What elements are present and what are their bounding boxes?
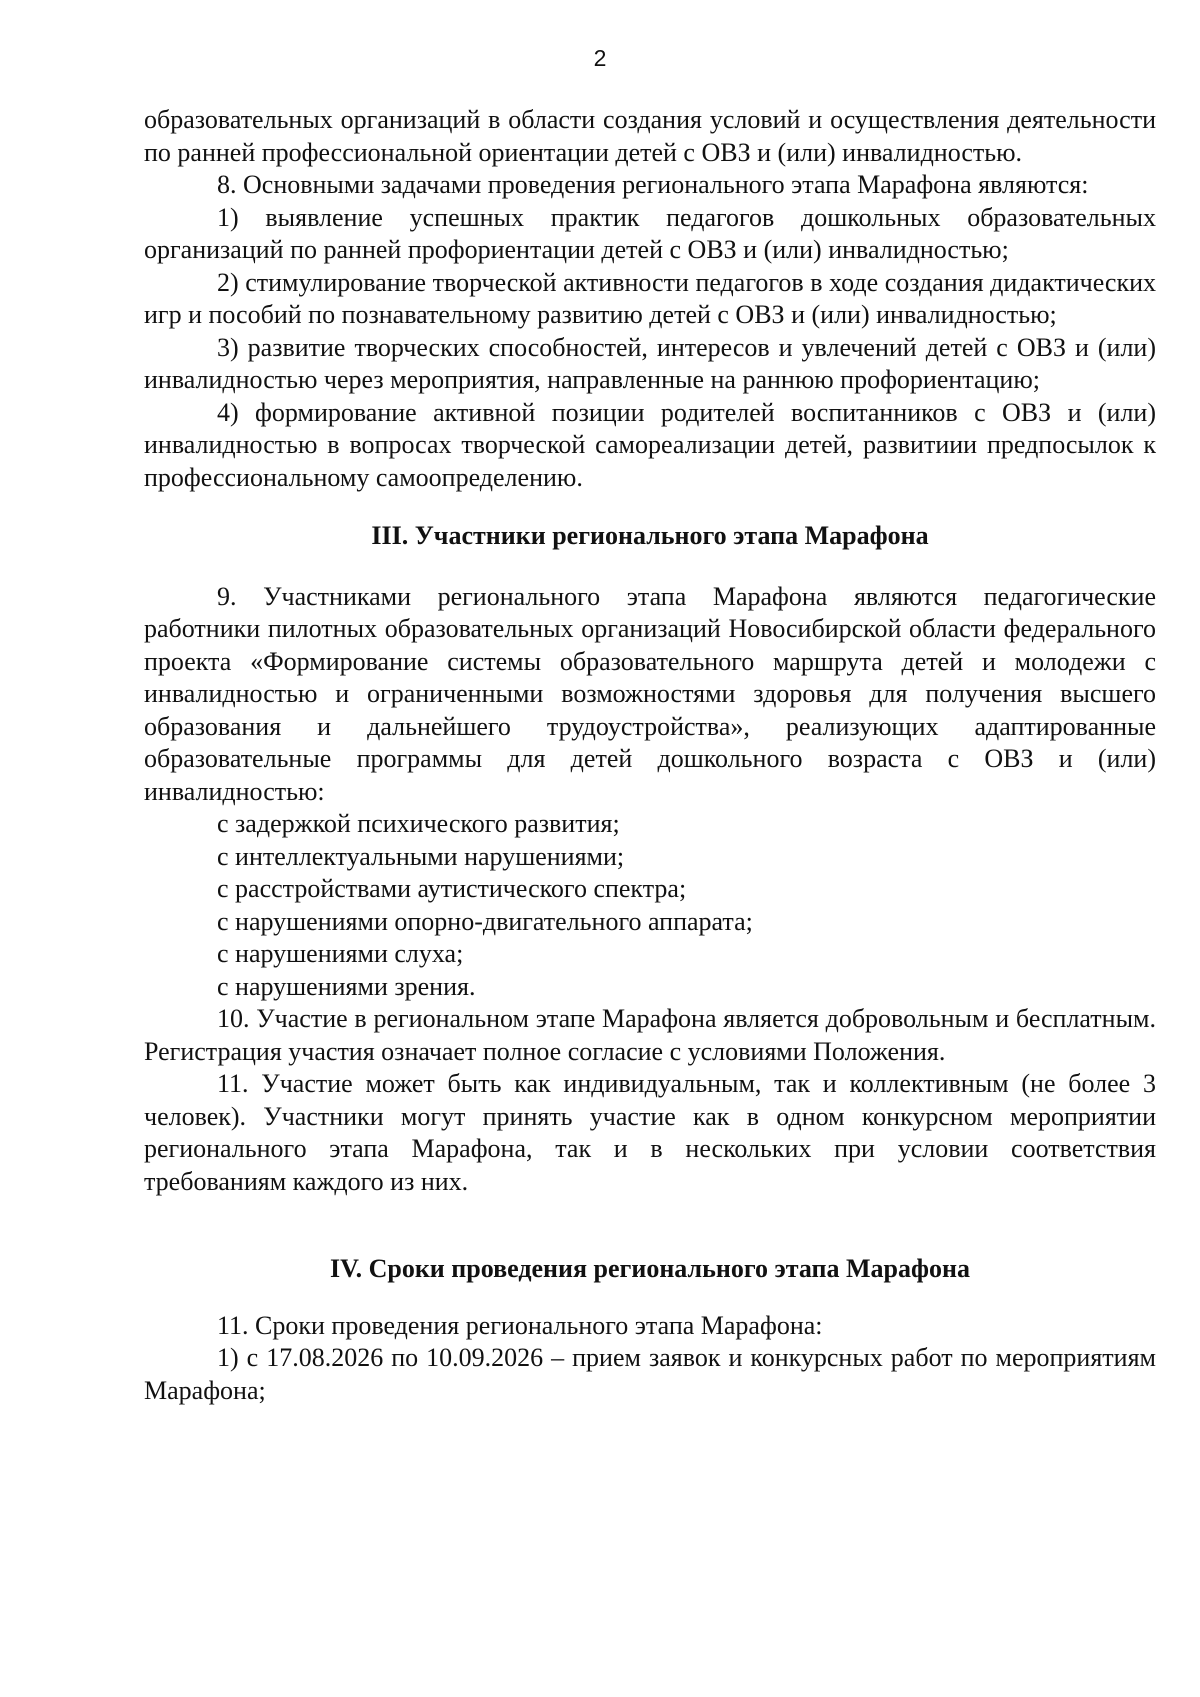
paragraph-continuation: образовательных организаций в области создания условий и осуществления деятельности по ранней профессиональной ориентации детей с ОВЗ и (или) инвалидностью. (144, 105, 1156, 167)
task-item-4: 4) формирование активной позиции родителей воспитанников с ОВЗ и (или) инвалидностью в вопросах творческой самореализации детей, развитиии предпосылок к профессиональному самоопределению. (144, 397, 1156, 492)
task-item-1: 1) выявление успешных практик педагогов дошкольных образовательных организаций по ранней профориентации детей с ОВЗ и (или) инвалидностью; (144, 202, 1156, 264)
paragraph-10: 10. Участие в региональном этапе Марафона является добровольным и бесплатным. Регистрация участия означает полное согласие с условиями Положения. (144, 1004, 1156, 1066)
spacer (144, 1198, 1156, 1253)
section-4-heading: IV. Сроки проведения регионального этапа Марафона (330, 1254, 970, 1283)
paragraph-9: 9. Участниками регионального этапа Марафона являются педагогические работники пилотных образовательных организаций Новосибирской области федерального проекта «Формирование системы образовательного маршрута детей и молодежи с инвалидностью и ограниченными возможностями здоровья для получения высшего образования и дальнейшего трудоустройства», реализующих адаптированные образовательные программы для детей дошкольного возраста с ОВЗ и (или) инвалидностью: (144, 581, 1156, 806)
list-item: с задержкой психического развития; (217, 809, 620, 838)
spacer (144, 1286, 1156, 1310)
paragraph-8: 8. Основными задачами проведения регионального этапа Марафона являются: (217, 170, 1089, 199)
list-item: с нарушениями опорно-двигательного аппарата; (217, 906, 753, 936)
spacer (144, 494, 1156, 520)
page-number: 2 (593, 45, 607, 71)
spacer (144, 553, 1156, 581)
section-3-heading: III. Участники регионального этапа Марафона (371, 521, 929, 550)
list-item: с нарушениями зрения. (217, 971, 476, 1001)
terms-item-1: 1) с 17.08.2026 по 10.09.2026 – прием заявок и конкурсных работ по мероприятиям Марафона; (144, 1343, 1156, 1405)
list-item: с нарушениями слуха; (217, 939, 464, 968)
list-item: с интеллектуальными нарушениями; (217, 841, 625, 871)
task-item-3: 3) развитие творческих способностей, интересов и увлечений детей с ОВЗ и (или) инвалидностью через мероприятия, направленные на раннюю профориентацию; (144, 332, 1156, 394)
paragraph-11-terms: 11. Сроки проведения регионального этапа Марафона: (217, 1310, 823, 1340)
task-item-2: 2) стимулирование творческой активности педагогов в ходе создания дидактических игр и пособий по познавательному развитию детей с ОВЗ и (или) инвалидностью; (144, 267, 1156, 329)
list-item: с расстройствами аутистического спектра; (217, 874, 687, 903)
paragraph-11: 11. Участие может быть как индивидуальным, так и коллективным (не более 3 человек). Участники могут принять участие как в одном конкурсном мероприятии регионального этапа Марафона, так и в нескольких при условии соответствия требованиям каждого из них. (144, 1069, 1156, 1196)
document-body (144, 104, 1156, 1407)
